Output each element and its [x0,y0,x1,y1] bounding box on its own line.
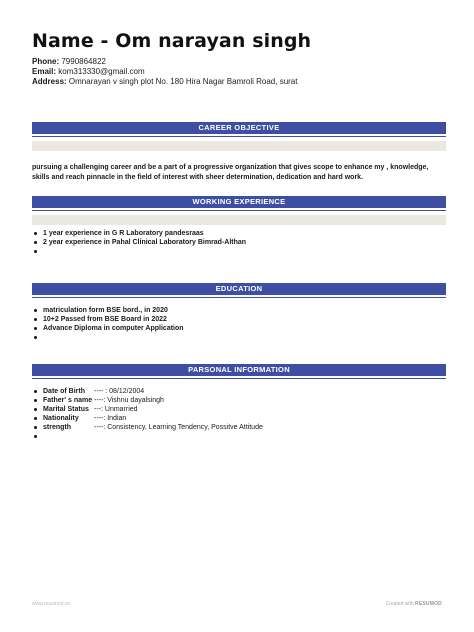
email-line [32,67,145,77]
education-header: EDUCATION [32,283,446,295]
footer-website[interactable]: www.resumod.co [32,601,71,607]
bullet-icon [34,309,37,312]
bullet-icon [34,426,37,429]
list-item: Father' s name ----: Vishnu dayalsingh [32,396,263,405]
career-objective-header: CAREER OBJECTIVE [32,122,446,134]
education-list [32,306,184,342]
bullet-icon [34,327,37,330]
bullet-icon [34,250,37,253]
list-item: strength ----: Consistency, Learning Tendency, Possitve Attitude [32,423,263,432]
email-value[interactable]: kom313330@gmail.com [58,67,145,76]
list-item [32,333,184,342]
bullet-icon [34,318,37,321]
career-objective-text: pursuing a challenging career and be a part of a progressive organization that gives scope to enhance my , knowledge, skills and reach pinnacle in the field of interest with sheer determination, dedication and hard work. [32,164,429,181]
bullet-icon [34,417,37,420]
working-experience-header: WORKING EXPERIENCE [32,196,446,208]
list-item: Nationality ----: Indian [32,414,263,423]
list-item [32,247,246,256]
section-divider [32,136,446,137]
candidate-name: Name - Om narayan singh [32,30,312,52]
phone-value: 7990864822 [61,57,106,66]
bullet-icon [34,336,37,339]
address-line [32,77,297,87]
list-item: Date of Birth ---- : 08/12/2004 [32,387,263,396]
address-label: Address: [32,77,67,86]
section-spacer [32,141,446,151]
section-divider [32,210,446,211]
personal-information-list [32,387,263,441]
list-item: 2 year experience in Pahal Clinical Laboratory Bimrad-Althan [32,238,246,247]
bullet-icon [34,399,37,402]
bullet-icon [34,390,37,393]
list-item: matriculation form BSE bord., in 2020 [32,306,184,315]
list-item [32,432,263,441]
phone-label: Phone: [32,57,60,66]
bullet-icon [34,435,37,438]
footer-credit-prefix: Created with [385,601,414,607]
address-value: Omnarayan v singh plot No. 180 Hira Nagar Bamroli Road, surat [68,77,298,86]
personal-information-header: PARSONAL INFORMATION [32,364,446,376]
list-item: Marital Status ---: Unmarried [32,405,263,414]
bullet-icon [34,241,37,244]
list-item: 1 year experience in G R Laboratory pandesraas [32,229,246,238]
section-divider [32,378,446,379]
bullet-icon [34,232,37,235]
list-item: Advance Diploma in computer Application [32,324,184,333]
list-item: 10+2 Passed from BSE Board in 2022 [32,315,184,324]
working-experience-list [32,229,246,256]
resumod-logo-icon: RESUMOD [415,601,442,607]
section-divider [32,297,446,298]
email-label: Email: [32,67,57,76]
footer-credit [386,601,442,607]
section-spacer [32,215,446,225]
bullet-icon [34,408,37,411]
phone-line [32,57,106,67]
